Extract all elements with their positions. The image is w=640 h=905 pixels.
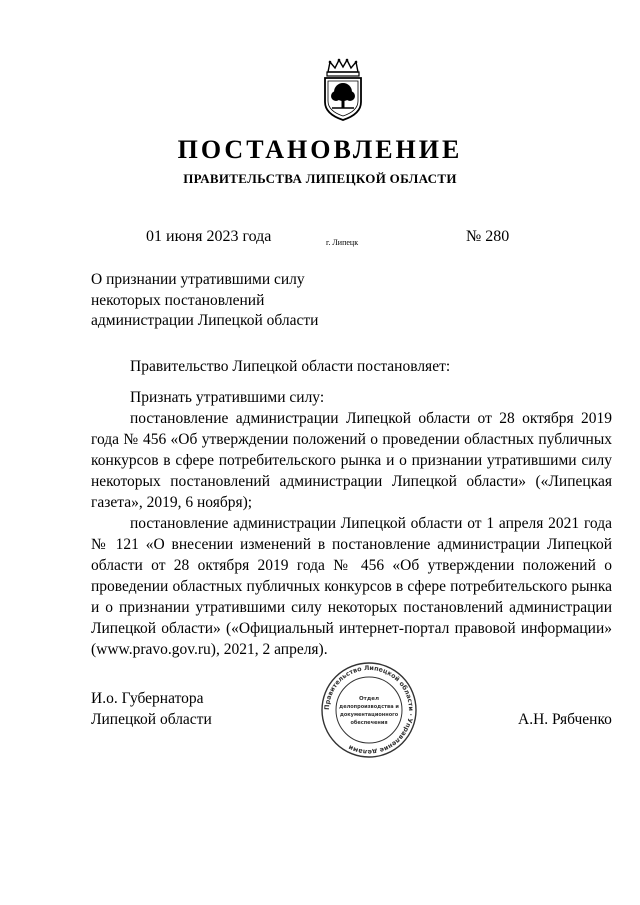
revoked-act-item: постановление администрации Липецкой области от 28 октября 2019 года № 456 «Об утверждении положений о проведении областных публичных конкурсов в сфере потребительского рынка и о признании утратившими силу некоторых постановлений администрации Липецкой области» («Липецкая газета», 2019, 6 ноября); [91,410,612,511]
document-issuer: ПРАВИТЕЛЬСТВА ЛИПЕЦКОЙ ОБЛАСТИ [183,171,457,186]
revoked-acts-list [91,408,612,660]
signatory-position-line: Липецкой области [91,711,212,728]
preamble-text: Правительство Липецкой области постановляет: [130,358,451,375]
action-text: Признать утратившими силу: [130,389,325,406]
document-action [91,387,612,408]
coat-of-arms-icon [318,58,368,122]
document-subject [91,270,391,332]
document-title: ПОСТАНОВЛЕНИЕ [177,135,463,164]
official-stamp-icon [319,660,419,760]
svg-text:Правительство Липецкой области: Правительство Липецкой области · Управление делами [322,663,416,757]
signatory-position [91,688,212,730]
revoked-act-item: постановление администрации Липецкой области от 1 апреля 2021 года № 121 «О внесении изменений в постановление администрации Липецкой области от 28 октября 2019 года № 456 «Об утверждении положений о проведении областных публичных конкурсов в сфере потребительского рынка и о признании утратившими силу некоторых постановлений администрации Липецкой области» («Официальный интернет-портал правовой информации» (www.pravo.gov.ru), 2021, 2 апреля). [91,515,612,658]
svg-text:документационного: документационного [339,712,399,718]
subject-line: О признании утратившими силу [91,271,305,288]
signatory-name: А.Н. Рябченко [518,711,612,728]
document-date: 01 июня 2023 года [146,228,272,245]
svg-text:делопроизводства и: делопроизводства и [339,704,399,710]
svg-text:обеспечения: обеспечения [350,720,388,726]
document-number: № 280 [466,228,510,245]
document-city: г. Липецк [326,238,359,247]
svg-text:Отдел: Отдел [358,696,380,702]
subject-line: некоторых постановлений [91,291,265,309]
subject-line: администрации Липецкой области [91,312,319,329]
signatory-position-line: И.о. Губернатора [91,690,204,707]
document-preamble [91,356,612,387]
